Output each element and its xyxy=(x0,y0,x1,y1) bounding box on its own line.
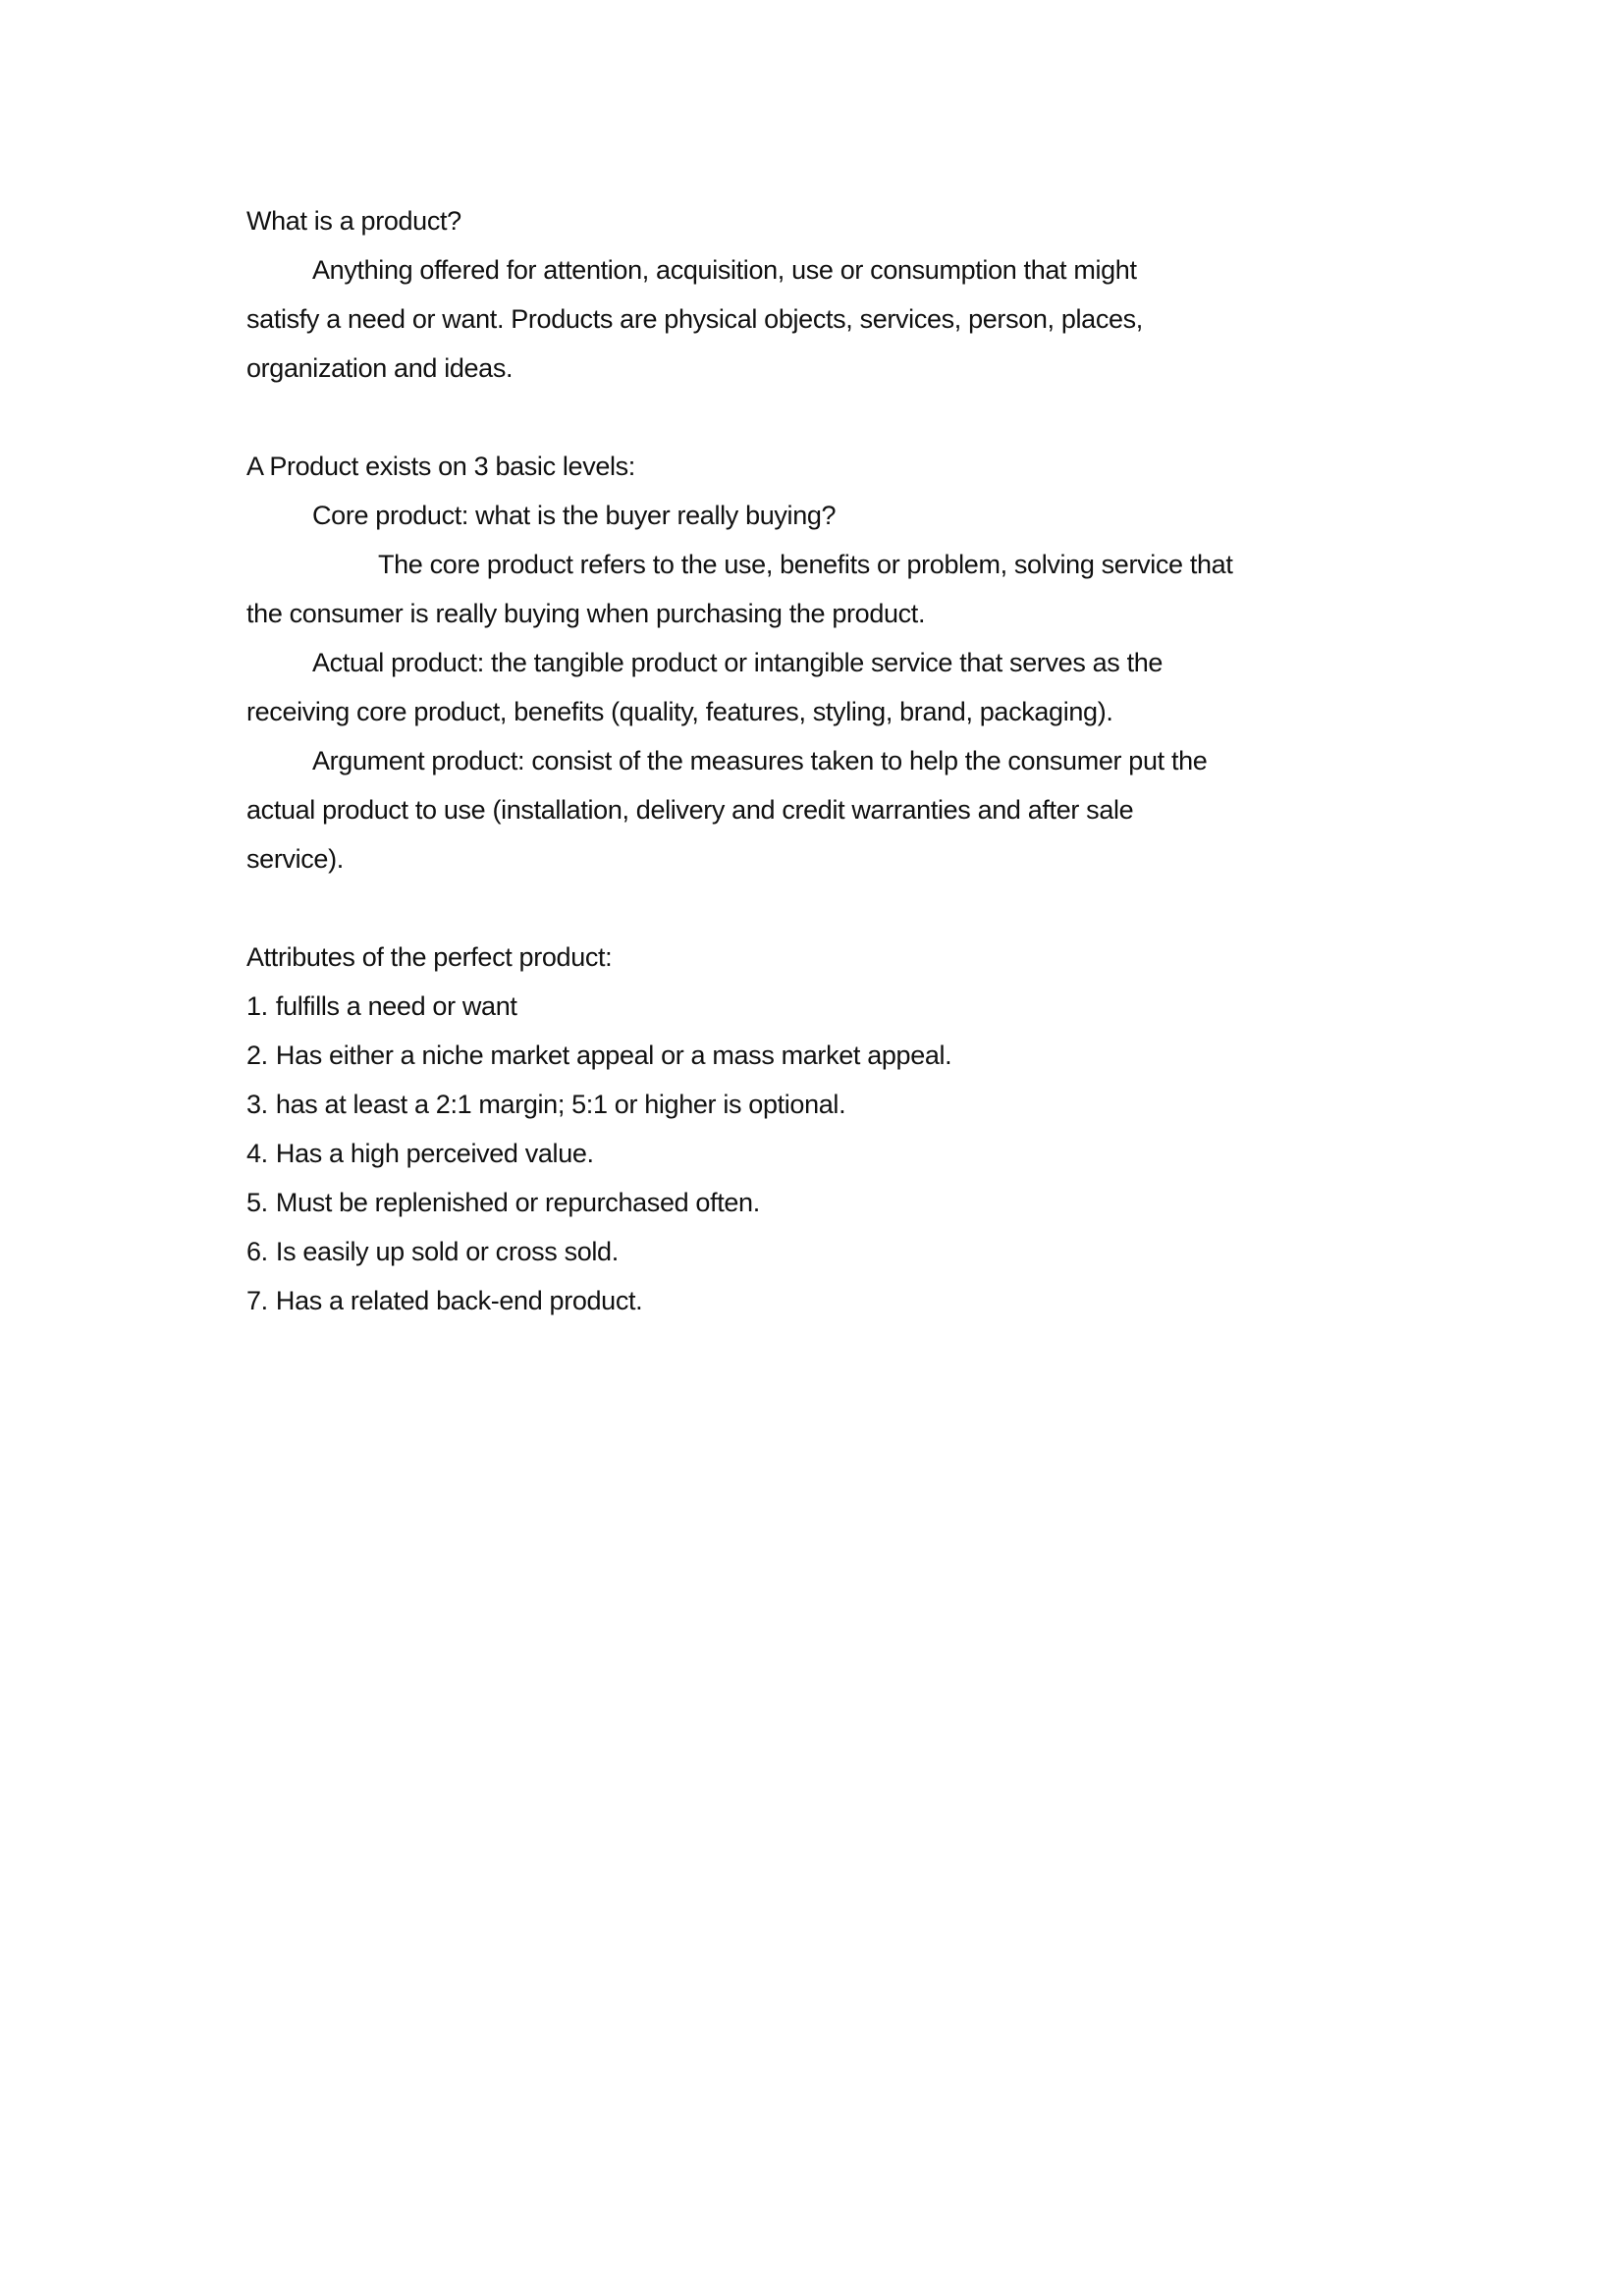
core-product-title: Core product: what is the buyer really buying? xyxy=(312,501,837,530)
list-item-number: 2. xyxy=(246,1041,268,1070)
paragraph-line: the consumer is really buying when purchasing the product. xyxy=(246,599,926,628)
list-item-number: 4. xyxy=(246,1139,268,1168)
paragraph-line: Argument product: consist of the measures taken to help the consumer put the xyxy=(312,746,1208,775)
section-product-definition xyxy=(246,196,1385,393)
paragraph-line: satisfy a need or want. Products are physical objects, services, person, places, xyxy=(246,304,1143,334)
argument-product-paragraph xyxy=(246,736,1385,883)
paragraph-line: Actual product: the tangible product or intangible service that serves as the xyxy=(312,648,1164,677)
list-item xyxy=(246,1031,1385,1080)
paragraph-line: The core product refers to the use, benefits or problem, solving service that xyxy=(378,550,1233,579)
list-item-text: Is easily up sold or cross sold. xyxy=(275,1237,619,1266)
core-product-paragraph xyxy=(246,491,1385,638)
section-heading: A Product exists on 3 basic levels: xyxy=(246,452,635,481)
section-heading: What is a product? xyxy=(246,206,461,236)
blank-line xyxy=(246,883,1385,933)
list-item-number: 6. xyxy=(246,1237,268,1266)
blank-line xyxy=(246,393,1385,442)
list-item-number: 5. xyxy=(246,1188,268,1217)
paragraph-line: receiving core product, benefits (quality, features, styling, brand, packaging). xyxy=(246,697,1113,726)
section-attributes xyxy=(246,933,1385,1325)
attributes-list xyxy=(246,982,1385,1325)
list-item-text: Must be replenished or repurchased often. xyxy=(275,1188,760,1217)
paragraph-line: actual product to use (installation, delivery and credit warranties and after sale xyxy=(246,795,1134,825)
list-item-number: 3. xyxy=(246,1090,268,1119)
list-item-text: Has a high perceived value. xyxy=(275,1139,594,1168)
list-item-number: 1. xyxy=(246,991,268,1021)
list-item xyxy=(246,1178,1385,1227)
list-item xyxy=(246,1276,1385,1325)
actual-product-paragraph xyxy=(246,638,1385,736)
definition-paragraph xyxy=(246,245,1385,393)
list-item xyxy=(246,1227,1385,1276)
list-item-text: Has a related back-end product. xyxy=(275,1286,643,1315)
section-product-levels xyxy=(246,442,1385,883)
list-item xyxy=(246,982,1385,1031)
list-item-text: has at least a 2:1 margin; 5:1 or higher is optional. xyxy=(275,1090,846,1119)
list-item-text: fulfills a need or want xyxy=(275,991,517,1021)
paragraph-line: Anything offered for attention, acquisition, use or consumption that might xyxy=(312,255,1137,285)
list-item-text: Has either a niche market appeal or a mass market appeal. xyxy=(275,1041,952,1070)
list-item xyxy=(246,1080,1385,1129)
document-body xyxy=(246,196,1385,1325)
paragraph-line: service). xyxy=(246,844,344,874)
list-item-number: 7. xyxy=(246,1286,268,1315)
section-heading: Attributes of the perfect product: xyxy=(246,942,613,972)
paragraph-line: organization and ideas. xyxy=(246,353,514,383)
list-item xyxy=(246,1129,1385,1178)
